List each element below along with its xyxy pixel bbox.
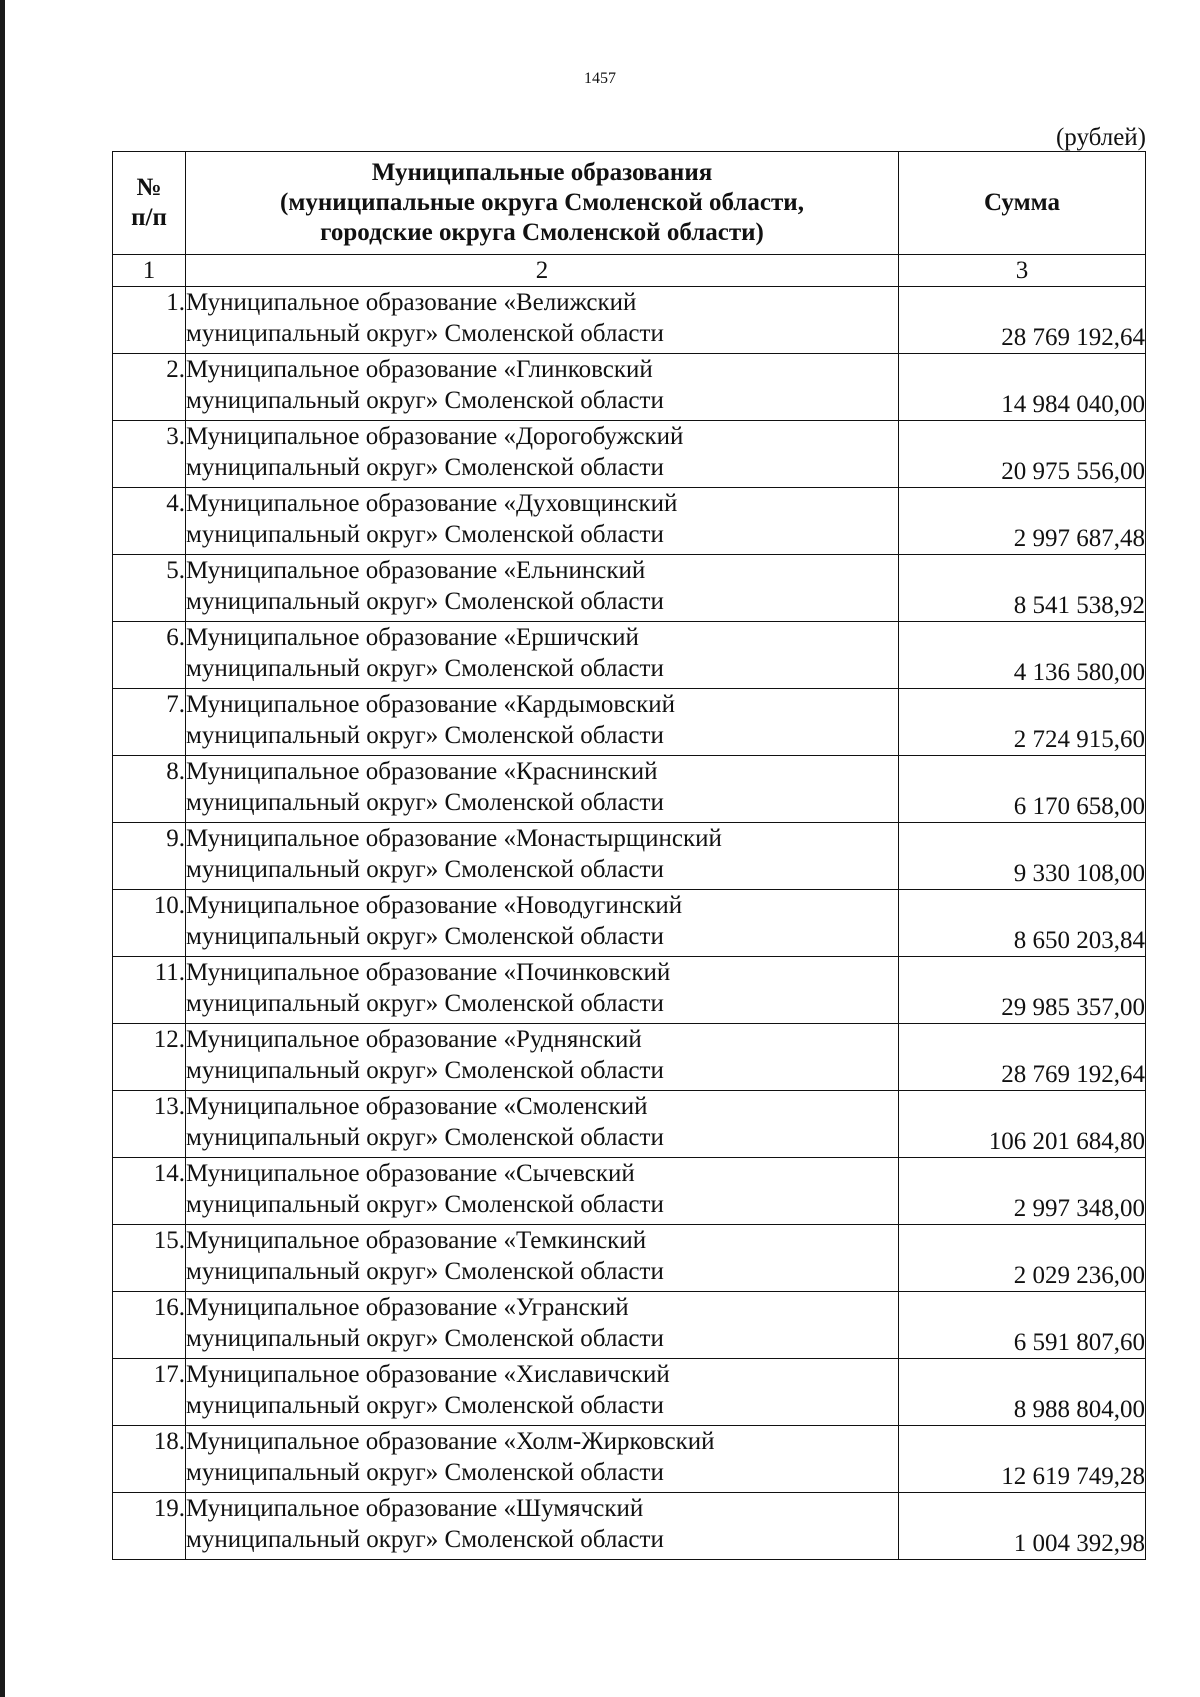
scan-edge (0, 0, 5, 1697)
municipality-name-line: муниципальный округ» Смоленской области (186, 1124, 664, 1151)
table-row (113, 1426, 1146, 1493)
row-number: 12. (113, 1024, 186, 1091)
table-row (113, 1493, 1146, 1560)
column-number: 2 (186, 255, 899, 287)
table-row (113, 488, 1146, 555)
table-row (113, 622, 1146, 689)
municipality-name (186, 1359, 899, 1426)
municipality-name-line: Муниципальное образование «Глинковский (186, 356, 653, 383)
municipality-name-line: Муниципальное образование «Темкинский (186, 1227, 647, 1254)
table-row (113, 1158, 1146, 1225)
municipality-name-line: Муниципальное образование «Ельнинский (186, 557, 646, 584)
amount-value: 8 650 203,84 (899, 890, 1146, 957)
amount-value: 9 330 108,00 (899, 823, 1146, 890)
amount-value: 1 004 392,98 (899, 1493, 1146, 1560)
row-number: 7. (113, 689, 186, 756)
page-number: 1457 (584, 70, 616, 87)
municipality-name-line: муниципальный округ» Смоленской области (186, 722, 664, 749)
municipality-name-line: муниципальный округ» Смоленской области (186, 387, 664, 414)
municipality-name-line: муниципальный округ» Смоленской области (186, 1057, 664, 1084)
amount-value: 28 769 192,64 (899, 1024, 1146, 1091)
row-number: 14. (113, 1158, 186, 1225)
municipality-name-line: муниципальный округ» Смоленской области (186, 588, 664, 615)
municipality-name-line: Муниципальное образование «Духовщинский (186, 490, 678, 517)
municipality-name-line: Муниципальное образование «Шумячский (186, 1495, 644, 1522)
amount-value: 2 997 348,00 (899, 1158, 1146, 1225)
table-row (113, 1091, 1146, 1158)
municipality-name-line: муниципальный округ» Смоленской области (186, 320, 664, 347)
table-row (113, 689, 1146, 756)
table-row (113, 421, 1146, 488)
amount-value: 29 985 357,00 (899, 957, 1146, 1024)
municipality-name (186, 890, 899, 957)
row-number: 1. (113, 287, 186, 354)
amount-value: 28 769 192,64 (899, 287, 1146, 354)
municipality-name-line: муниципальный округ» Смоленской области (186, 655, 664, 682)
column-number: 3 (899, 255, 1146, 287)
municipality-name-line: Муниципальное образование «Сычевский (186, 1160, 635, 1187)
amount-value: 12 619 749,28 (899, 1426, 1146, 1493)
municipality-name-line: муниципальный округ» Смоленской области (186, 856, 664, 883)
municipality-name (186, 421, 899, 488)
row-number: 2. (113, 354, 186, 421)
municipality-name (186, 1493, 899, 1560)
municipality-name (186, 1091, 899, 1158)
municipality-name-line: Муниципальное образование «Новодугинский (186, 892, 683, 919)
row-number: 5. (113, 555, 186, 622)
municipality-name (186, 1024, 899, 1091)
table-row (113, 1292, 1146, 1359)
row-number: 13. (113, 1091, 186, 1158)
table-row (113, 354, 1146, 421)
amount-value: 4 136 580,00 (899, 622, 1146, 689)
amount-value: 14 984 040,00 (899, 354, 1146, 421)
table-row (113, 555, 1146, 622)
municipality-name-line: Муниципальное образование «Хиславичский (186, 1361, 670, 1388)
municipality-name (186, 1225, 899, 1292)
municipality-name-line: муниципальный округ» Смоленской области (186, 1191, 664, 1218)
municipality-name-line: Муниципальное образование «Монастырщинский (186, 825, 722, 852)
table-row (113, 890, 1146, 957)
table-row (113, 1024, 1146, 1091)
row-number: 3. (113, 421, 186, 488)
row-number: 6. (113, 622, 186, 689)
municipality-name (186, 488, 899, 555)
municipality-name-line: муниципальный округ» Смоленской области (186, 990, 664, 1017)
municipality-name-line: Муниципальное образование «Кардымовский (186, 691, 676, 718)
municipality-name (186, 957, 899, 1024)
municipality-name-line: муниципальный округ» Смоленской области (186, 1258, 664, 1285)
amounts-table (112, 151, 1146, 1560)
municipality-name-line: муниципальный округ» Смоленской области (186, 789, 664, 816)
row-number: 10. (113, 890, 186, 957)
row-number: 19. (113, 1493, 186, 1560)
municipality-name-line: Муниципальное образование «Ершичский (186, 624, 639, 651)
row-number: 16. (113, 1292, 186, 1359)
row-number: 9. (113, 823, 186, 890)
header-municipality: Муниципальные образования (муниципальные округа Смоленской области, городские округа Смоленской области) (186, 152, 899, 255)
table-row (113, 756, 1146, 823)
table-row (113, 287, 1146, 354)
amount-value: 8 988 804,00 (899, 1359, 1146, 1426)
municipality-name (186, 622, 899, 689)
table-row (113, 1359, 1146, 1426)
municipality-name (186, 354, 899, 421)
municipality-name-line: муниципальный округ» Смоленской области (186, 454, 664, 481)
column-number: 1 (113, 255, 186, 287)
amount-value: 2 997 687,48 (899, 488, 1146, 555)
municipality-name-line: муниципальный округ» Смоленской области (186, 1526, 664, 1553)
municipality-name-line: Муниципальное образование «Дорогобужский (186, 423, 684, 450)
row-number: 4. (113, 488, 186, 555)
municipality-name-line: муниципальный округ» Смоленской области (186, 1392, 664, 1419)
municipality-name-line: муниципальный округ» Смоленской области (186, 1459, 664, 1486)
row-number: 11. (113, 957, 186, 1024)
row-number: 8. (113, 756, 186, 823)
municipality-name-line: Муниципальное образование «Велижский (186, 289, 637, 316)
amount-value: 6 591 807,60 (899, 1292, 1146, 1359)
municipality-name (186, 1292, 899, 1359)
municipality-name (186, 1158, 899, 1225)
municipality-name-line: Муниципальное образование «Починковский (186, 959, 671, 986)
amount-value: 20 975 556,00 (899, 421, 1146, 488)
municipality-name (186, 823, 899, 890)
row-number: 18. (113, 1426, 186, 1493)
header-number: № п/п (113, 152, 186, 255)
municipality-name (186, 287, 899, 354)
row-number: 17. (113, 1359, 186, 1426)
municipality-name-line: Муниципальное образование «Смоленский (186, 1093, 648, 1120)
amount-value: 2 029 236,00 (899, 1225, 1146, 1292)
municipality-name-line: муниципальный округ» Смоленской области (186, 923, 664, 950)
row-number: 15. (113, 1225, 186, 1292)
table-row (113, 823, 1146, 890)
amount-value: 106 201 684,80 (899, 1091, 1146, 1158)
municipality-name-line: Муниципальное образование «Краснинский (186, 758, 658, 785)
municipality-name (186, 555, 899, 622)
municipality-name-line: Муниципальное образование «Руднянский (186, 1026, 642, 1053)
table-row (113, 957, 1146, 1024)
column-numbers-row (113, 255, 1146, 287)
units-label: (рублей) (1055, 124, 1146, 151)
municipality-name-line: муниципальный округ» Смоленской области (186, 521, 664, 548)
amount-value: 8 541 538,92 (899, 555, 1146, 622)
table-row (113, 1225, 1146, 1292)
municipality-name-line: Муниципальное образование «Холм-Жирковский (186, 1428, 715, 1455)
amount-value: 6 170 658,00 (899, 756, 1146, 823)
header-amount: Сумма (899, 152, 1146, 255)
municipality-name-line: Муниципальное образование «Угранский (186, 1294, 629, 1321)
municipality-name (186, 689, 899, 756)
municipality-name-line: муниципальный округ» Смоленской области (186, 1325, 664, 1352)
municipality-name (186, 1426, 899, 1493)
amount-value: 2 724 915,60 (899, 689, 1146, 756)
table-header-row (113, 152, 1146, 255)
municipality-name (186, 756, 899, 823)
